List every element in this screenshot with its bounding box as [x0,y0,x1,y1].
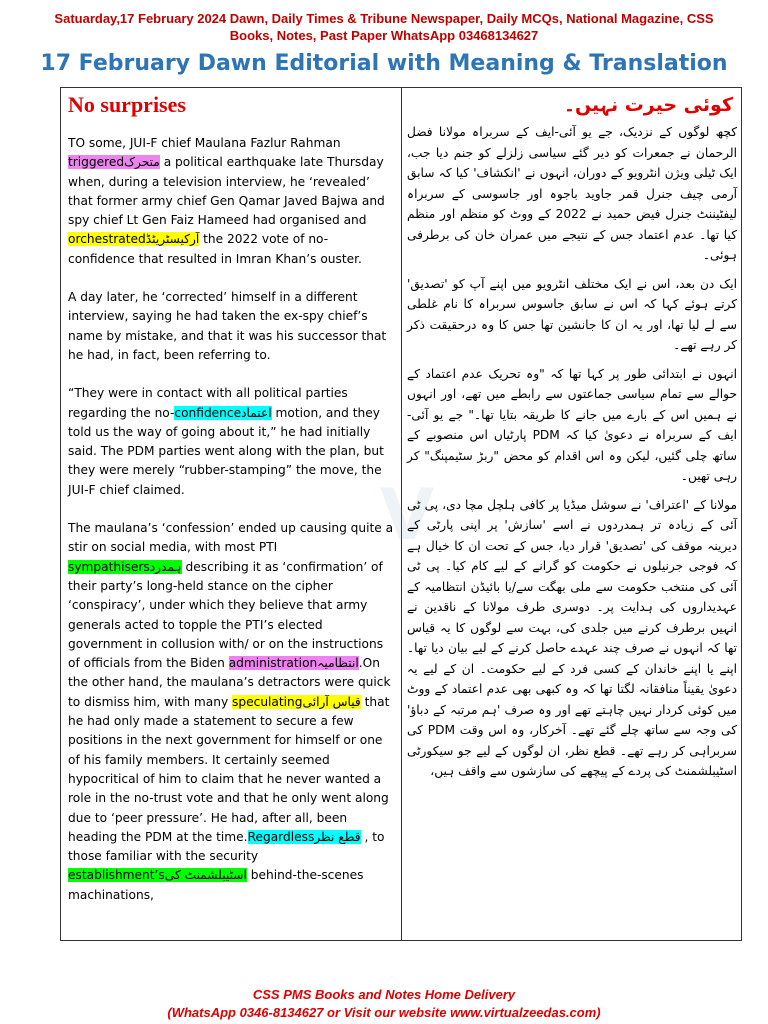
text: that he had only made a statement to secure a few positions in the next government for himself or one of his family members. It certainly seemed hypocritical of him to claim that he never wanted a role in the no-trust vote and that he only went along due to ‘peer pressure’. He had, after all, been heading the PDM at the time. [68,694,390,844]
vocab-highlight: triggeredمتحرک [68,155,160,170]
banner-line-2: Books, Notes, Past Paper WhatsApp 03468134627 [229,28,539,43]
vocab-highlight: Regardlessقطع نظر [247,829,361,844]
watermark-logo: V [380,474,435,556]
text: the 2022 vote of no-confidence that resulted in Imran Khan’s ouster. [68,232,362,266]
urdu-paragraph-2: ایک دن بعد، اس نے ایک مختلف انٹرویو میں اپنے آپ کو 'تصدیق' کرتے ہوئے کہا کہ اس نے سابق جاسوس سربراہ کا نام غلطی سے لے لیا تھا، اور یہ ان کا جانشین تھا جس کا وہ درحقیقت ذکر کر رہے تھے۔ [407,276,737,352]
banner-line-1: Satuarday,17 February 2024 Dawn, Daily Times & Tribune Newspaper, Daily MCQs, National Magazine, CSS [54,11,714,26]
vocab-highlight: orchestratedآرکیسٹریٹڈ [68,232,200,247]
footer-line-1: CSS PMS Books and Notes Home Delivery [252,987,516,1002]
top-banner [0,10,768,44]
page-title: 17 February Dawn Editorial with Meaning & Translation [40,51,728,76]
vocab-highlight: establishment’sاسٹیبلشمنٹ کی [68,868,247,883]
text: TO some, JUI-F chief Maulana Fazlur Rahman [68,136,341,150]
english-paragraph-3 [68,384,394,500]
english-title: No surprises [68,92,186,117]
vocab-highlight: confidenceاعتماد [174,405,272,420]
urdu-paragraph-3: انہوں نے ابتدائی طور پر کہا تھا کہ "وہ تحریک عدم اعتماد کے حوالے سے تمام سیاسی جماعتوں سے رابطے میں تھے، اور انہوں نے ہمیں اس کے بارے میں جانے کا طریقہ بتایا تھا۔" جے یو آئی-ایف کے سربراہ نے دعویٰ کیا کہ PDM پارٹیاں اس منصوبے کے ساتھ چلی گئیں، لیکن وہ اس اقدام کو محض "ربڑ سٹیمپنگ" کر رہی تھیں۔ [407,366,738,483]
english-paragraph-2: A day later, he ‘corrected’ himself in a different interview, saying he had taken the ex-spy chief’s name by mistake, and that it was his successor that he had, in fact, been referring to. [68,290,387,362]
footer [0,986,768,1022]
urdu-column [407,92,737,790]
text: describing it as ‘confirmation’ of their party’s long-held stance on the cipher ‘conspiracy’, under which they believe that army generals acted to topple the PTI’s elected government in collusion with/ or on the instructions of officials from the Biden [68,559,384,671]
english-paragraph-4 [68,519,394,905]
text: The maulana’s ‘confession’ ended up causing quite a stir on social media, with most PTI [68,521,394,555]
english-paragraph-1 [68,134,394,269]
vocab-highlight: sympathisersہمدرد [68,559,182,574]
vocab-highlight: administrationانتظامیہ [228,656,359,671]
text: motion, and they told us the way of going about it,” he had initially said. The PDM parties went along with the plan, but they were merely “rubber-stamping” the move, the JUI-F chief claimed. [68,405,384,497]
text: .On the other hand, the maulana’s detractors were quick to dismiss him, with many [68,656,391,709]
english-column [68,92,394,924]
vocab-highlight: speculatingقیاس آرائی [232,694,361,709]
urdu-paragraph-4: مولانا کے 'اعتراف' نے سوشل میڈیا پر کافی ہلچل مچا دی، پی ٹی آئی کے زیادہ تر ہمدردوں نے اسے 'سازش' پر اپنی پارٹی کے دیرینہ موقف کی 'تصدیق' قرار دیا، جس کے تحت ان کا خیال ہے کہ فوجی جرنیلوں نے حکومت کو گرانے کے لیے کام کیا۔ پی ٹی آئی کی منتخب حکومت سے ملی بھگت سے/یا بائیڈن انتظامیہ کے عہدیداروں کی ہدایت پر۔ دوسری طرف مولانا کے ناقدین نے انہیں برطرف کرنے میں جلدی کی، بہت سے لوگوں کا یہ قیاس تھا کہ انہوں نے صرف چند عہدے حاصل کرنے کے لیے بیان دیا تھا۔ اپنے یا اپنے خاندان کے کسی فرد کے لیے حکومت۔ ان کے لیے یہ دعویٰ یقیناً منافقانہ لگتا تھا کہ وہ کبھی بھی عدم اعتماد کے ووٹ میں کوئی کردار نہیں چاہتے تھے اور وہ صرف 'ہم مرتبہ کے دباؤ' کی وجہ سے ساتھ چلے گئے تھے۔ آخرکار، وہ اس وقت PDM کی سربراہی کر رہے تھے۔ قطع نظر، ان لوگوں کے لیے جو سیکورٹی اسٹیبلشمنٹ کی پردے کے پیچھے کی سازشوں سے واقف ہیں، [407,497,738,778]
urdu-title: کوئی حیرت نہیں۔ [563,94,733,116]
text: a political earthquake late Thursday when, during a television interview, he ‘revealed’ that former army chief Gen Qamar Javed Bajwa and spy chief Lt Gen Faiz Hameed had organised and [68,155,385,228]
text: , to those familiar with the security [68,829,385,864]
text: “They were in contact with all political parties regarding the no- [68,386,348,420]
footer-line-2[interactable]: (WhatsApp 0346-8134627 or Visit our website www.virtualzeedas.com) [167,1005,601,1020]
urdu-paragraph-1: کچھ لوگوں کے نزدیک، جے یو آئی-ایف کے سربراہ مولانا فضل الرحمان نے جمعرات کو دیر گئے سیاسی زلزلے کو جنم دیا جب، ایک ٹیلی ویژن انٹرویو کے دوران، انہوں نے 'انکشاف' کیا کہ سابق آرمی چیف جنرل قمر جاوید باجوہ اور جاسوسی کے سربراہ لیفٹیننٹ جنرل فیض حمید نے 2022 کے ووٹ کو منظم اور منظم کیا تھا۔ عدم اعتماد جس کے نتیجے میں عمران خان کی برطرفی ہوئی۔ [407,125,737,262]
text: behind-the-scenes machinations, [68,868,364,902]
